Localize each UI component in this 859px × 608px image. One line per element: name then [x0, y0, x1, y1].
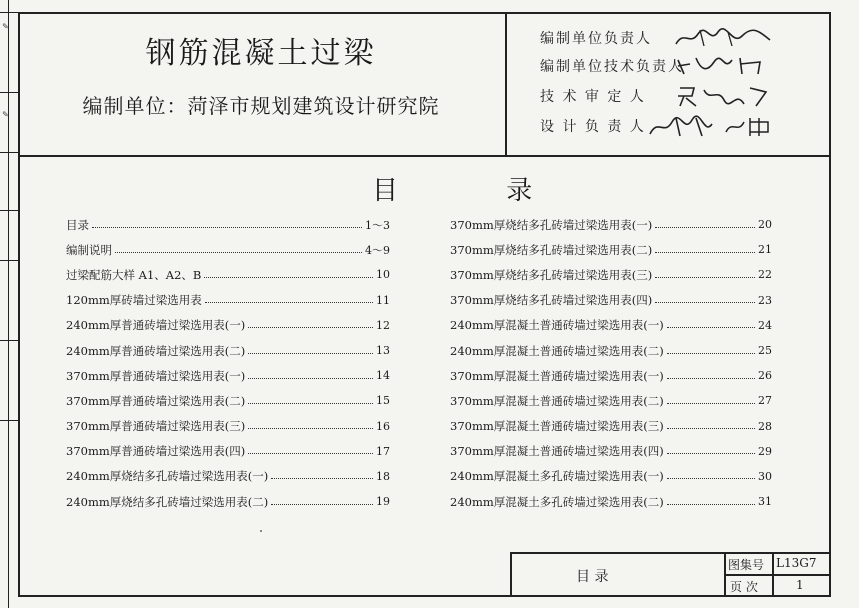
toc-entry-title: 370mm厚普通砖墙过梁选用表(二) — [66, 393, 246, 408]
toc-entry — [66, 288, 390, 313]
toc-entry-page: 20 — [758, 218, 772, 232]
header-divider-vertical — [505, 12, 507, 156]
toc-entry-page: 14 — [376, 369, 390, 383]
toc-entry — [66, 439, 390, 464]
binding-strip — [0, 0, 18, 608]
dot-leader — [115, 244, 362, 253]
dot-leader — [655, 294, 755, 303]
toc-entry-page: 17 — [376, 444, 390, 458]
header-divider-horizontal — [18, 155, 830, 157]
toc-entry-page: 16 — [376, 419, 390, 433]
toc-entry-page: 19 — [376, 495, 390, 509]
toc-right-column — [450, 212, 772, 514]
toc-entry — [66, 489, 390, 514]
signature-role: 编制单位负责人 — [540, 31, 652, 47]
toc-entry-title: 370mm厚普通砖墙过梁选用表(一) — [66, 368, 246, 383]
toc-entry-page: 24 — [758, 318, 772, 332]
binding-scribble-top: ✎ — [1, 22, 10, 31]
toc-entry-title: 370mm厚烧结多孔砖墙过梁选用表(四) — [450, 293, 653, 308]
toc-entry-page: 10 — [376, 268, 390, 282]
titleblock-page-label: 页 次 — [730, 580, 758, 594]
toc-entry-title: 370mm厚普通砖墙过梁选用表(三) — [66, 419, 246, 434]
dot-leader — [92, 219, 362, 228]
toc-entry-page: 23 — [758, 293, 772, 307]
dot-leader — [667, 470, 755, 479]
toc-entry-title: 编制说明 — [66, 242, 112, 257]
handwritten-signature — [670, 54, 780, 78]
signature-row — [540, 84, 780, 108]
signature-row — [540, 26, 780, 50]
toc-entry — [450, 237, 772, 262]
toc-entry — [450, 313, 772, 338]
handwritten-signature — [670, 84, 780, 108]
toc-entry-title: 240mm厚普通砖墙过梁选用表(二) — [66, 343, 246, 358]
dot-leader — [667, 420, 755, 429]
dot-leader — [667, 370, 755, 379]
toc-entry — [66, 212, 390, 237]
titleblock-atlas-number: L13G7 — [776, 556, 817, 570]
toc-entry-page: 27 — [758, 394, 772, 408]
toc-entry-page: 22 — [758, 268, 772, 282]
dot-leader — [248, 395, 373, 404]
signature-role: 编制单位技术负责人 — [540, 59, 684, 75]
dot-leader — [667, 496, 755, 505]
toc-entry-page: 1～3 — [365, 218, 390, 232]
titleblock-sheet-name: 目 录 — [576, 569, 609, 585]
toc-entry-title: 370mm厚混凝土普通砖墙过梁选用表(二) — [450, 393, 664, 408]
document-title: 钢筋混凝土过梁 — [145, 36, 377, 71]
toc-entry-title: 370mm厚混凝土普通砖墙过梁选用表(四) — [450, 444, 664, 459]
toc-entry — [66, 313, 390, 338]
dot-leader — [655, 269, 755, 278]
binding-scribble-mid: ✎ — [1, 110, 10, 119]
dot-leader — [271, 496, 373, 505]
toc-entry-title: 370mm厚烧结多孔砖墙过梁选用表(一) — [450, 217, 653, 232]
toc-entry-title: 240mm厚混凝土普通砖墙过梁选用表(一) — [450, 318, 664, 333]
toc-entry-page: 29 — [758, 444, 772, 458]
dot-leader — [248, 420, 373, 429]
toc-entry — [450, 388, 772, 413]
toc-entry-page: 30 — [758, 469, 772, 483]
dot-leader — [667, 345, 755, 354]
toc-entry-title: 过梁配筋大样 A1、A2、B — [66, 267, 202, 282]
toc-entry — [450, 363, 772, 388]
toc-entry — [450, 439, 772, 464]
toc-entry — [66, 262, 390, 287]
toc-entry — [66, 414, 390, 439]
titleblock-top — [510, 552, 830, 554]
border-bottom — [18, 595, 831, 597]
toc-entry-title: 120mm厚砖墙过梁选用表 — [66, 293, 202, 308]
dot-leader — [271, 470, 373, 479]
toc-entry — [66, 464, 390, 489]
toc-entry — [450, 262, 772, 287]
toc-entry-page: 28 — [758, 419, 772, 433]
dot-leader — [248, 345, 373, 354]
toc-entry-title: 240mm厚烧结多孔砖墙过梁选用表(二) — [66, 494, 269, 509]
toc-entry — [450, 489, 772, 514]
toc-entry — [450, 464, 772, 489]
toc-entry-page: 12 — [376, 318, 390, 332]
toc-entry-page: 13 — [376, 344, 390, 358]
stray-mark — [260, 530, 262, 532]
handwritten-signature — [670, 26, 780, 50]
toc-entry-title: 370mm厚混凝土普通砖墙过梁选用表(三) — [450, 419, 664, 434]
dot-leader — [248, 319, 373, 328]
dot-leader — [667, 395, 755, 404]
dot-leader — [667, 445, 755, 454]
signature-role: 技 术 审 定 人 — [540, 89, 646, 105]
toc-entry-title: 目录 — [66, 217, 89, 232]
handwritten-signature — [646, 114, 786, 138]
toc-entry — [66, 237, 390, 262]
toc-entry-title: 240mm厚普通砖墙过梁选用表(一) — [66, 318, 246, 333]
toc-entry-page: 31 — [758, 495, 772, 509]
dot-leader — [248, 370, 373, 379]
border-right — [829, 12, 831, 596]
dot-leader — [667, 319, 755, 328]
toc-heading: 目 录 — [372, 176, 583, 206]
dot-leader — [655, 219, 755, 228]
toc-entry-title: 370mm厚普通砖墙过梁选用表(四) — [66, 444, 246, 459]
toc-entry — [66, 363, 390, 388]
toc-entry-title: 240mm厚烧结多孔砖墙过梁选用表(一) — [66, 469, 269, 484]
organization-line: 编制单位：菏泽市规划建筑设计研究院 — [82, 94, 440, 118]
toc-entry — [450, 288, 772, 313]
toc-entry-title: 240mm厚混凝土普通砖墙过梁选用表(二) — [450, 343, 664, 358]
toc-entry-page: 15 — [376, 394, 390, 408]
toc-entry-title: 240mm厚混凝土多孔砖墙过梁选用表(二) — [450, 494, 664, 509]
toc-entry-page: 4～9 — [365, 243, 390, 257]
toc-entry-title: 370mm厚烧结多孔砖墙过梁选用表(三) — [450, 267, 653, 282]
toc-entry-title: 370mm厚混凝土普通砖墙过梁选用表(一) — [450, 368, 664, 383]
signature-role: 设 计 负 责 人 — [540, 119, 646, 135]
toc-entry-page: 25 — [758, 344, 772, 358]
toc-entry-page: 26 — [758, 369, 772, 383]
titleblock-mid — [724, 574, 830, 576]
signature-row — [540, 54, 780, 78]
titleblock-atlas-label: 图集号 — [728, 558, 765, 572]
toc-left-column — [66, 212, 390, 514]
toc-entry-page: 18 — [376, 469, 390, 483]
border-top — [18, 12, 830, 14]
toc-entry — [450, 338, 772, 363]
dot-leader — [655, 244, 755, 253]
toc-entry — [66, 338, 390, 363]
dot-leader — [248, 445, 373, 454]
toc-entry-title: 370mm厚烧结多孔砖墙过梁选用表(二) — [450, 242, 653, 257]
toc-entry-page: 21 — [758, 243, 772, 257]
signature-row — [540, 114, 786, 138]
toc-entry-title: 240mm厚混凝土多孔砖墙过梁选用表(一) — [450, 469, 664, 484]
titleblock-left — [510, 552, 512, 596]
dot-leader — [205, 294, 373, 303]
toc-entry-page: 11 — [376, 293, 390, 307]
titleblock-page-number: 1 — [796, 578, 804, 592]
toc-entry — [66, 388, 390, 413]
toc-entry — [450, 212, 772, 237]
toc-entry — [450, 414, 772, 439]
dot-leader — [204, 269, 373, 278]
